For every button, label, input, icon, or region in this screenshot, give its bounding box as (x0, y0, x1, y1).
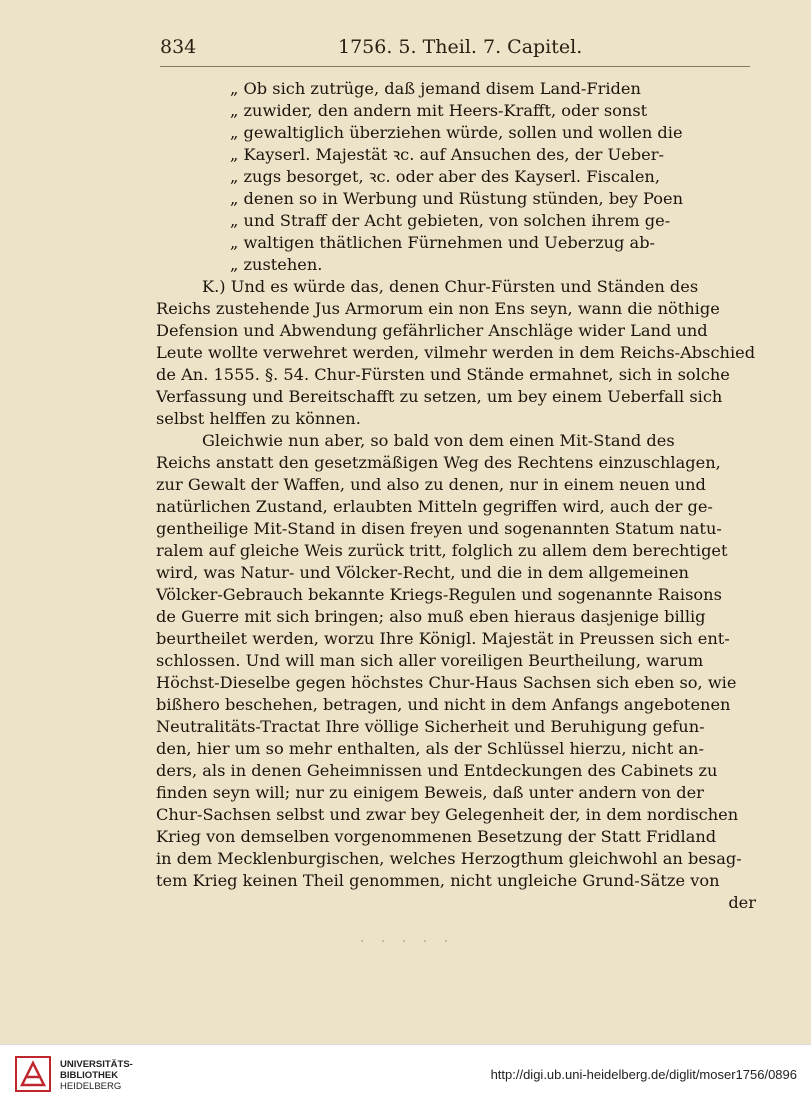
text-line: Reichs anstatt den gesetzmäßigen Weg des Rechtens einzuschlagen, (156, 453, 721, 472)
text-line: „ waltigen thätlichen Fürnehmen und Ueberzug ab- (230, 233, 656, 252)
faded-bleed-through: · · · · · (360, 934, 455, 950)
text-line: „ und Straff der Acht gebieten, von solchen ihrem ge- (230, 211, 671, 230)
text-line: ralem auf gleiche Weis zurück tritt, folglich zu allem dem berechtiget (156, 541, 728, 560)
text-line: bißhero beschehen, betragen, und nicht in dem Anfangs angebotenen (156, 695, 731, 714)
text-line: „ zuwider, den andern mit Heers-Krafft, oder sonst (230, 101, 648, 120)
text-line: selbst helffen zu können. (156, 409, 361, 428)
text-line: natürlichen Zustand, erlaubten Mitteln gegriffen wird, auch der ge- (156, 497, 713, 516)
text-line: den, hier um so mehr enthalten, als der Schlüssel hierzu, nicht an- (156, 739, 704, 758)
text-line: zur Gewalt der Waffen, und also zu denen, nur in einem neuen und (156, 475, 706, 494)
text-line: beurtheilet werden, worzu Ihre Königl. Majestät in Preussen sich ent- (156, 629, 730, 648)
text-line: tem Krieg keinen Theil genommen, nicht ungleiche Grund-Sätze von (156, 871, 720, 890)
page-header (160, 34, 760, 64)
text-line: „ Kayserl. Majestät ꝛc. auf Ansuchen des, der Ueber- (230, 145, 664, 164)
heidelberg-library-logo-icon[interactable] (14, 1055, 52, 1093)
running-title: 1756. 5. Theil. 7. Capitel. (338, 36, 583, 58)
text-line: Krieg von demselben vorgenommenen Besetzung der Statt Fridland (156, 827, 717, 846)
library-name-line-2: BIBLIOTHEK (60, 1070, 119, 1081)
page-number: 834 (160, 36, 197, 58)
text-line: K.) Und es würde das, denen Chur-Fürsten und Ständen des (202, 277, 699, 296)
text-line: gentheilige Mit-Stand in disen freyen und sogenannten Statum natu- (156, 519, 722, 538)
text-line: „ gewaltiglich überziehen würde, sollen und wollen die (230, 123, 683, 142)
library-name (60, 1059, 133, 1092)
text-line: Völcker-Gebrauch bekannte Kriegs-Regulen und sogenannte Raisons (156, 585, 722, 604)
library-name-line-3: HEIDELBERG (60, 1081, 122, 1092)
viewer-footer (0, 1044, 811, 1107)
text-line: Neutralitäts-Tractat Ihre völlige Sicherheit und Beruhigung gefun- (156, 717, 705, 736)
text-line: de An. 1555. §. 54. Chur-Fürsten und Stände ermahnet, sich in solche (156, 365, 730, 384)
text-line: „ denen so in Werbung und Rüstung stünden, bey Poen (230, 189, 684, 208)
text-line: „ zustehen. (230, 255, 323, 274)
text-line: wird, was Natur- und Völcker-Recht, und die in dem allgemeinen (156, 563, 689, 582)
page-url[interactable]: http://digi.ub.uni-heidelberg.de/diglit/moser1756/0896 (490, 1067, 797, 1082)
text-line: ders, als in denen Geheimnissen und Entdeckungen des Cabinets zu (156, 761, 718, 780)
text-line: Höchst-Dieselbe gegen höchstes Chur-Haus Sachsen sich eben so, wie (156, 673, 737, 692)
text-line: der (728, 893, 756, 912)
text-line: „ Ob sich zutrüge, daß jemand disem Land-Friden (230, 79, 641, 98)
text-line: Chur-Sachsen selbst und zwar bey Gelegenheit der, in dem nordischen (156, 805, 739, 824)
text-line: Defension und Abwendung gefährlicher Anschläge wider Land und (156, 321, 708, 340)
text-line: finden seyn will; nur zu einigem Beweis, daß unter andern von der (156, 783, 704, 802)
text-line: schlossen. Und will man sich aller voreiligen Beurtheilung, warum (156, 651, 704, 670)
text-line: Leute wollte verwehret werden, vilmehr werden in dem Reichs-Abschied (156, 343, 756, 362)
text-line: de Guerre mit sich bringen; also muß eben hieraus dasjenige billig (156, 607, 706, 626)
text-line: Reichs zustehende Jus Armorum ein non Ens seyn, wann die nöthige (156, 299, 720, 318)
library-name-line-1: UNIVERSITÄTS- (60, 1059, 133, 1070)
text-line: Verfassung und Bereitschafft zu setzen, um bey einem Ueberfall sich (156, 387, 723, 406)
header-divider (160, 66, 750, 67)
text-line: in dem Mecklenburgischen, welches Herzogthum gleichwohl an besag- (156, 849, 742, 868)
text-line: Gleichwie nun aber, so bald von dem einen Mit-Stand des (202, 431, 675, 450)
text-line: „ zugs besorget, ꝛc. oder aber des Kayserl. Fiscalen, (230, 167, 660, 186)
